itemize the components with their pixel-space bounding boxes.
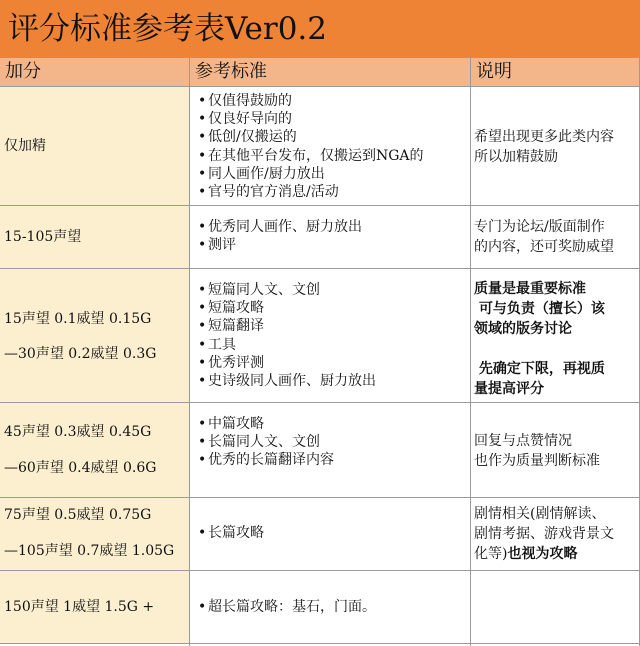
score-text: —30声望 0.2威望 0.3G (4, 346, 157, 362)
score-text: —105声望 0.7威望 1.05G (4, 543, 175, 559)
score-text: 45声望 0.3威望 0.45G (4, 424, 152, 440)
criteria-item: • 短篇攻略 (198, 299, 376, 317)
criteria-item: • 优秀同人画作、厨力放出 (198, 218, 362, 236)
table-row (0, 403, 640, 498)
criteria-item: • 仅值得鼓励的 (198, 92, 424, 110)
criteria-item: • 官号的官方消息/活动 (198, 183, 424, 201)
criteria-item: • 测评 (198, 236, 362, 254)
column-divider (189, 58, 190, 646)
score-cell (0, 498, 189, 570)
table-row (0, 269, 640, 403)
score-cell (0, 571, 189, 643)
score-text: 仅加精 (4, 138, 46, 154)
table-row (0, 206, 640, 269)
notes-cell (471, 206, 640, 268)
column-divider (470, 58, 471, 646)
criteria-item: • 低创/仅搬运的 (198, 128, 424, 146)
notes-text (474, 127, 638, 167)
notes-line: 质量是最重要标准 (474, 281, 586, 297)
criteria-item: • 超长篇攻略：基石，门面。 (198, 598, 376, 616)
notes-line: 剧情相关(剧情解读、 (474, 506, 606, 522)
criteria-item: • 优秀的长篇翻译内容 (198, 451, 334, 469)
criteria-cell (190, 571, 470, 643)
notes-line: 的内容，还可奖励威望 (474, 239, 614, 255)
header-score: 加分 (5, 61, 41, 82)
criteria-list (198, 415, 334, 470)
criteria-list (198, 281, 376, 390)
criteria-item: • 同人画作/厨力放出 (198, 165, 424, 183)
criteria-cell (190, 403, 470, 497)
table-row (0, 498, 640, 571)
notes-emphasis: 也视为攻略 (507, 546, 578, 562)
notes-line: 专门为论坛/版面制作 (474, 219, 605, 235)
table-title: 评分标准参考表Ver0.2 (8, 11, 328, 47)
criteria-item: • 长篇攻略 (198, 524, 264, 542)
notes-text (474, 217, 638, 257)
notes-line: 也作为质量判断标准 (474, 453, 600, 469)
score-text: 75声望 0.5威望 0.75G (4, 507, 152, 523)
notes-line: 先确定下限，再视质 (474, 361, 605, 377)
criteria-cell (190, 498, 470, 570)
criteria-item: • 史诗级同人画作、厨力放出 (198, 372, 376, 390)
score-text: 150声望 1威望 1.5G + (4, 599, 155, 615)
notes-cell (471, 269, 640, 402)
criteria-item: • 优秀评测 (198, 354, 376, 372)
score-cell (0, 206, 189, 268)
notes-spacer (474, 339, 638, 359)
notes-line (474, 544, 638, 564)
notes-cell (471, 403, 640, 497)
notes-line: 可与负责（擅长）该 (474, 301, 605, 317)
notes-text (474, 279, 638, 399)
score-cell (0, 269, 189, 402)
notes-line: 剧情考据、游戏背景文 (474, 526, 614, 542)
score-text: —60声望 0.4威望 0.6G (4, 460, 157, 476)
notes-line: 领域的版务讨论 (474, 321, 572, 337)
notes-line: 回复与点赞情况 (474, 433, 572, 449)
notes-text (474, 504, 638, 564)
notes-text (474, 431, 638, 471)
criteria-item: • 短篇翻译 (198, 317, 376, 335)
header-row (0, 58, 640, 87)
criteria-item: • 在其他平台发布，仅搬运到NGA的 (198, 147, 424, 165)
criteria-item: • 长篇同人文、文创 (198, 433, 334, 451)
title-bar (0, 0, 640, 59)
score-text: 15声望 0.1威望 0.15G (4, 311, 152, 327)
header-notes: 说明 (476, 61, 512, 82)
criteria-item: • 中篇攻略 (198, 415, 334, 433)
score-text: 15-105声望 (4, 229, 82, 245)
score-cell (0, 403, 189, 497)
criteria-item: • 短篇同人文、文创 (198, 281, 376, 299)
criteria-cell (190, 87, 470, 205)
notes-cell (471, 498, 640, 570)
notes-fragment: 化等) (474, 546, 508, 562)
criteria-item: • 仅良好导向的 (198, 110, 424, 128)
criteria-item: • 工具 (198, 336, 376, 354)
notes-line: 量提高评分 (474, 381, 544, 397)
criteria-cell (190, 269, 470, 402)
notes-cell (471, 571, 640, 643)
table-row (0, 571, 640, 644)
score-cell (0, 87, 189, 205)
table-row (0, 87, 640, 206)
criteria-list (198, 524, 264, 542)
criteria-list (198, 92, 424, 201)
criteria-cell (190, 206, 470, 268)
criteria-list (198, 598, 376, 616)
notes-cell (471, 87, 640, 205)
criteria-list (198, 218, 362, 254)
header-criteria: 参考标准 (195, 61, 267, 82)
notes-line: 所以加精鼓励 (474, 149, 558, 165)
notes-line: 希望出现更多此类内容 (474, 129, 614, 145)
